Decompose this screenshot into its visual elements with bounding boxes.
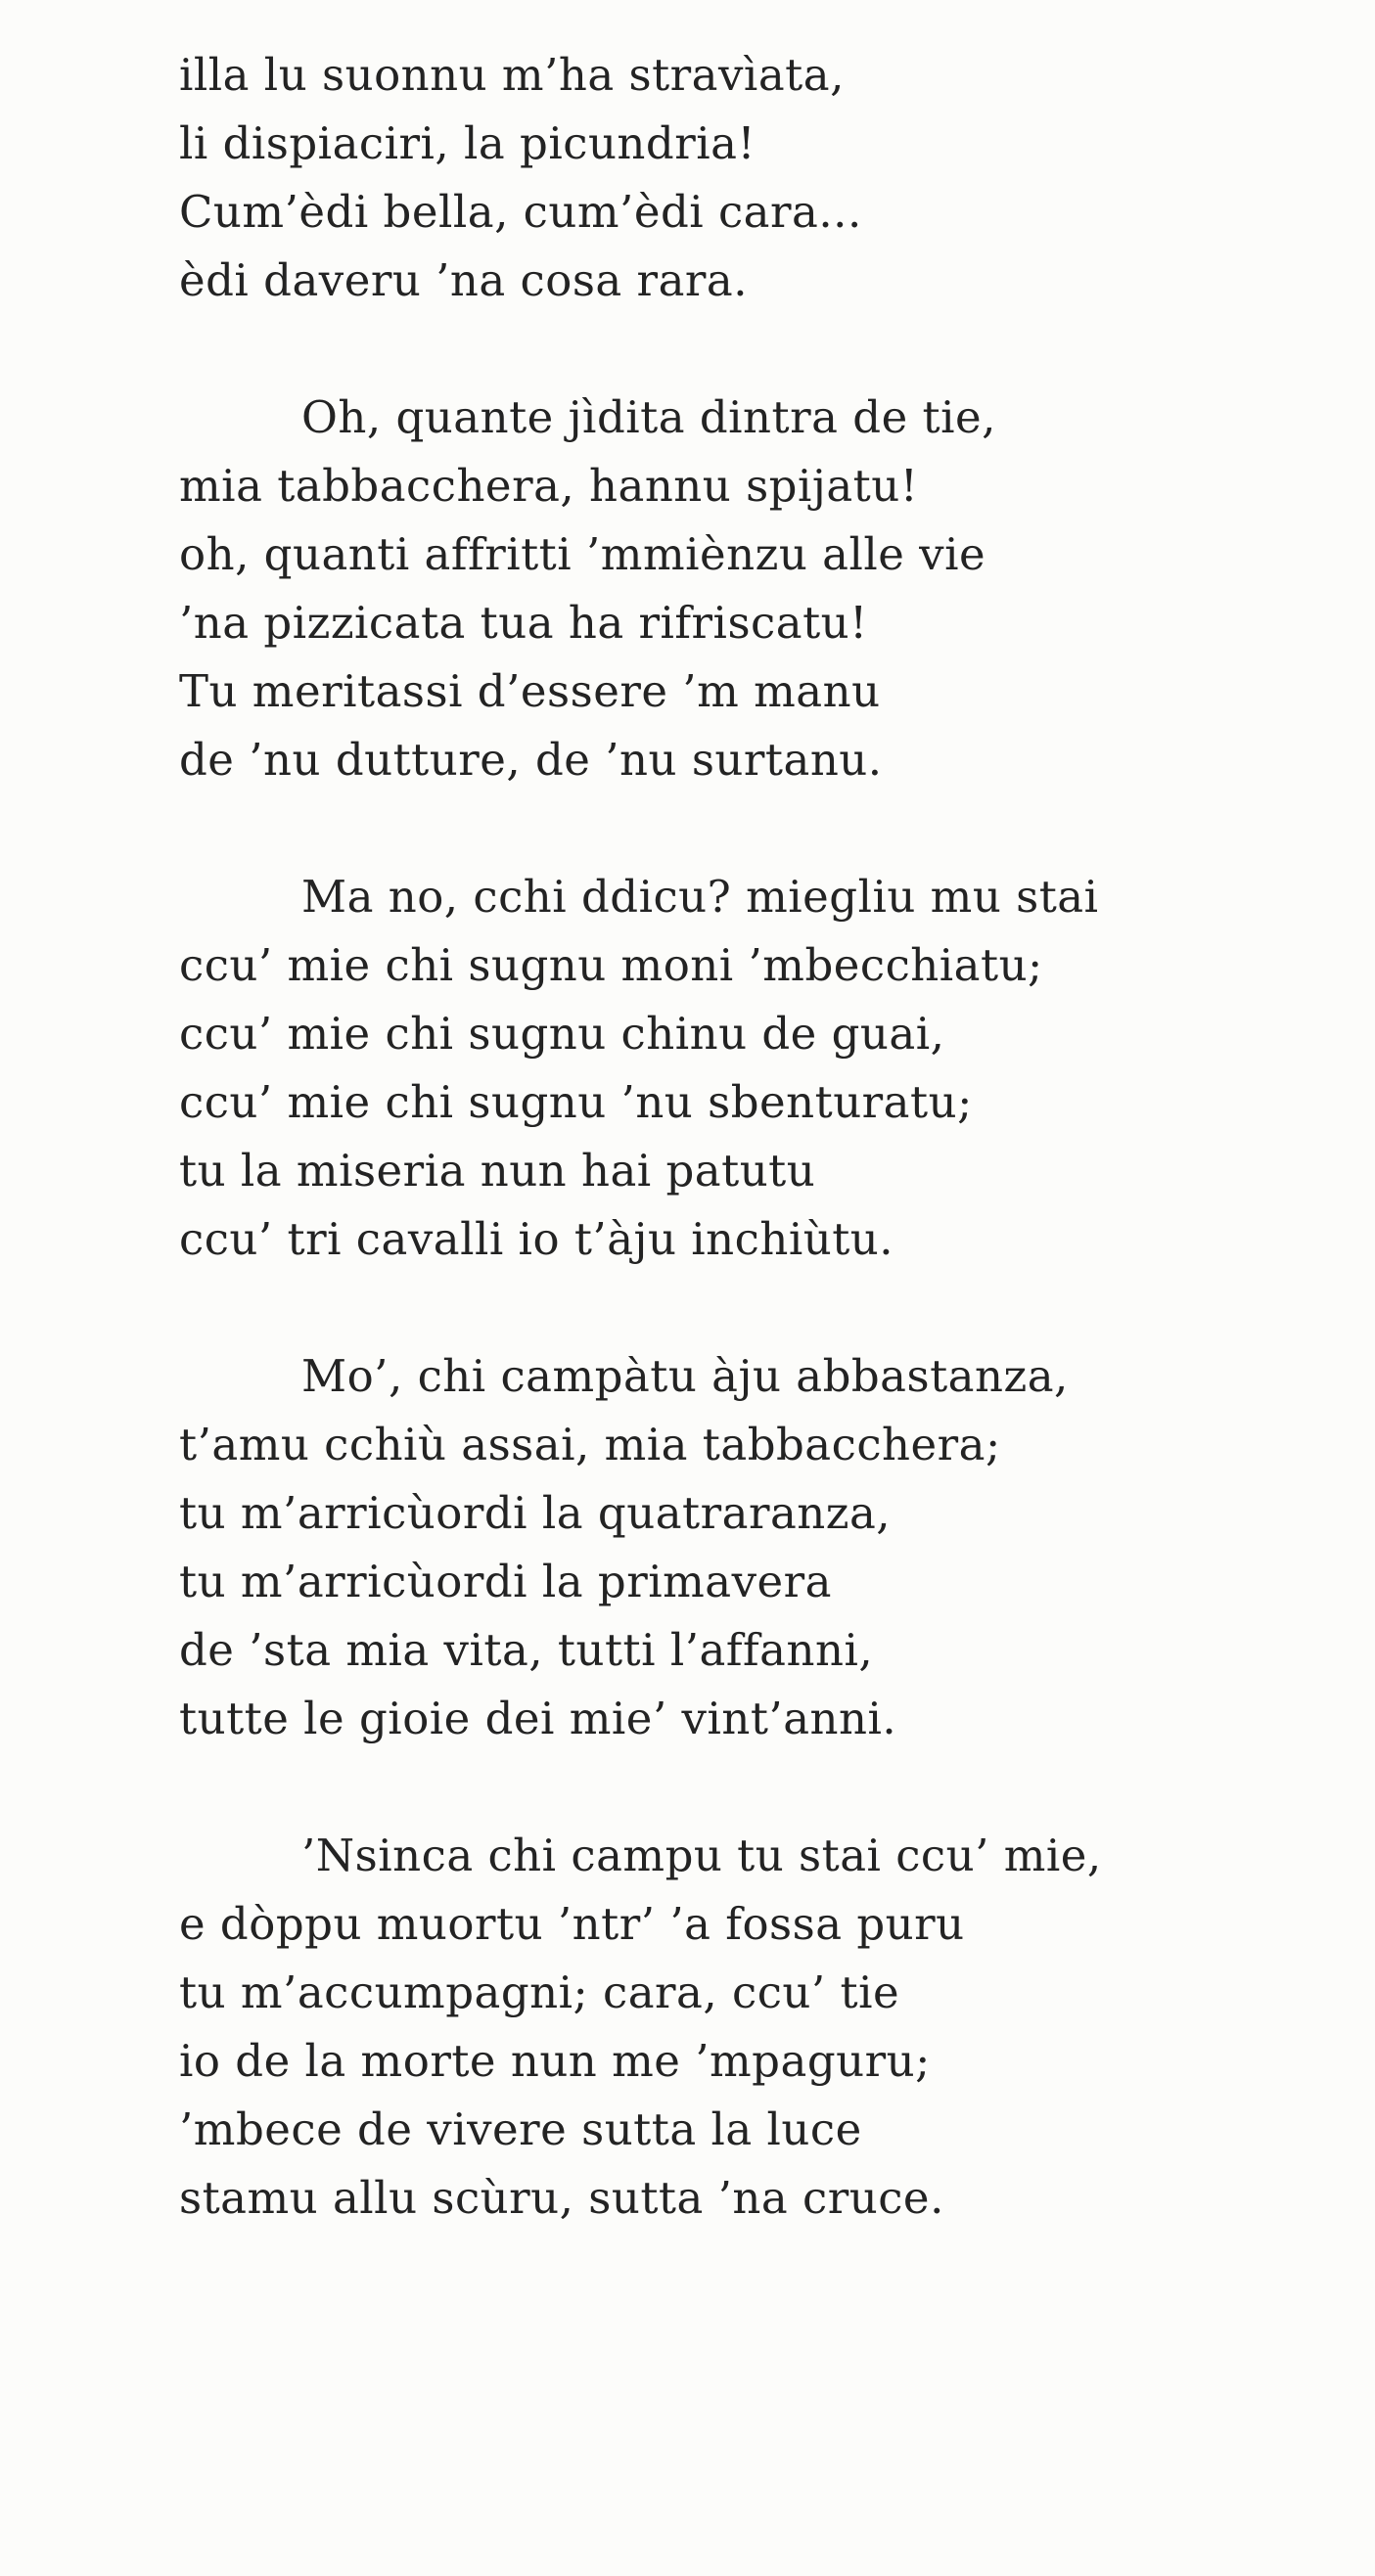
stanza-5 bbox=[179, 1822, 1334, 2233]
poem-line: illa lu suonnu m’ha stravìata, bbox=[179, 49, 845, 101]
stanza-3 bbox=[179, 863, 1334, 1274]
poem-line: ccu’ mie chi sugnu moni ’mbecchiatu; bbox=[179, 939, 1043, 991]
poem-line: stamu allu scùru, sutta ’na cruce. bbox=[179, 2172, 944, 2224]
poem-line: Cum’èdi bella, cum’èdi cara... bbox=[179, 186, 862, 238]
poem-line: li dispiaciri, la picundria! bbox=[179, 117, 756, 169]
poem-line: tu m’arricùordi la primavera bbox=[179, 1556, 833, 1607]
poem-line: èdi daveru ’na cosa rara. bbox=[179, 254, 749, 306]
poem-line: tu la miseria nun hai patutu bbox=[179, 1145, 816, 1197]
poem-text bbox=[179, 41, 1334, 2301]
poem-line: ccu’ tri cavalli io t’àju inchiùtu. bbox=[179, 1213, 894, 1265]
poem-line: ccu’ mie chi sugnu chinu de guai, bbox=[179, 1008, 945, 1060]
poem-line: e dòppu muortu ’ntr’ ’a fossa puru bbox=[179, 1898, 965, 1950]
poem-line: mia tabbacchera, hannu spijatu! bbox=[179, 460, 919, 512]
poem-line: Oh, quante jìdita dintra de tie, bbox=[301, 391, 996, 443]
poem-line: de ’sta mia vita, tutti l’affanni, bbox=[179, 1624, 874, 1676]
stanza-2 bbox=[179, 384, 1334, 794]
poem-line: Ma no, cchi ddicu? miegliu mu stai bbox=[301, 871, 1099, 923]
poem-line: tu m’arricùordi la quatraranza, bbox=[179, 1487, 892, 1539]
poem-line: tutte le gioie dei mie’ vint’anni. bbox=[179, 1693, 897, 1744]
poem-line: io de la morte nun me ’mpaguru; bbox=[179, 2035, 931, 2087]
stanza-4 bbox=[179, 1342, 1334, 1753]
poem-line: Mo’, chi campàtu àju abbastanza, bbox=[301, 1350, 1069, 1402]
poem-line: ccu’ mie chi sugnu ’nu sbenturatu; bbox=[179, 1076, 973, 1128]
poem-line: oh, quanti affritti ’mmiènzu alle vie bbox=[179, 528, 986, 580]
poem-line: de ’nu dutture, de ’nu surtanu. bbox=[179, 734, 883, 786]
poem-line: t’amu cchiù assai, mia tabbacchera; bbox=[179, 1419, 1001, 1470]
poem-line: Tu meritassi d’essere ’m manu bbox=[179, 665, 881, 717]
poem-line: ’mbece de vivere sutta la luce bbox=[179, 2103, 862, 2155]
poem-line: tu m’accumpagni; cara, ccu’ tie bbox=[179, 1966, 900, 2018]
stanza-1 bbox=[179, 41, 1334, 315]
poem-line: ’na pizzicata tua ha rifriscatu! bbox=[179, 597, 868, 649]
poem-line: ’Nsinca chi campu tu stai ccu’ mie, bbox=[301, 1830, 1102, 1881]
